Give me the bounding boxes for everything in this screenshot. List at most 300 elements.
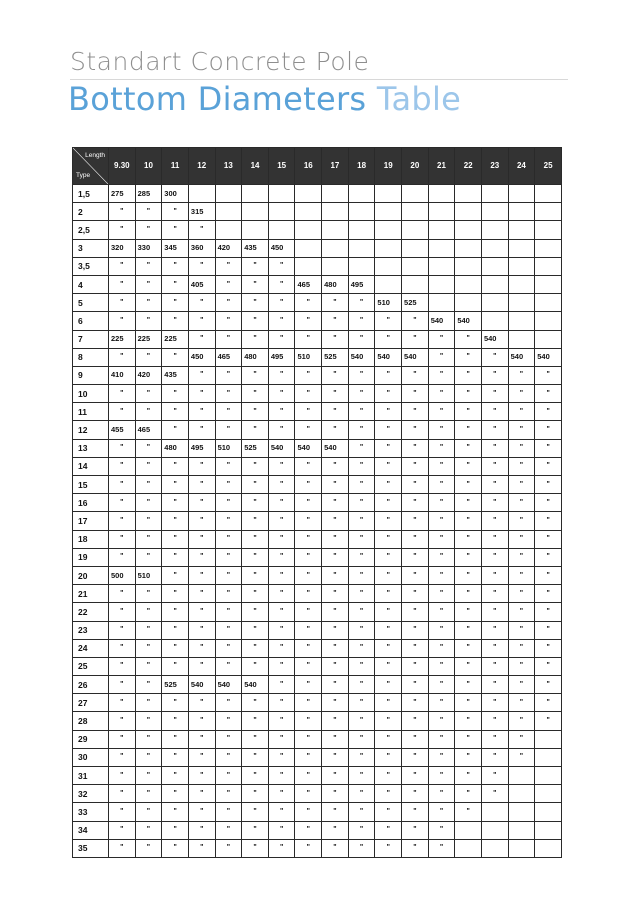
table-cell: " (215, 403, 242, 421)
table-cell: " (455, 530, 482, 548)
table-cell: " (109, 603, 136, 621)
table-cell: " (322, 730, 349, 748)
table-cell: " (215, 821, 242, 839)
table-cell: " (322, 512, 349, 530)
table-cell: " (135, 221, 162, 239)
table-row (73, 221, 562, 239)
table-cell: 465 (135, 421, 162, 439)
table-cell: " (535, 603, 562, 621)
table-cell: " (162, 275, 189, 293)
table-cell: " (109, 639, 136, 657)
table-cell: " (481, 548, 508, 566)
table-cell: " (188, 657, 215, 675)
table-cell: " (322, 803, 349, 821)
table-cell: " (268, 512, 295, 530)
type-label: 17 (73, 512, 109, 530)
table-cell: " (188, 839, 215, 857)
table-cell: " (348, 566, 375, 584)
page-subtitle (68, 80, 461, 118)
length-header: 9.30 (109, 148, 136, 185)
subtitle-main: Bottom Diameters (68, 80, 367, 118)
table-cell: " (402, 730, 429, 748)
table-cell: " (428, 621, 455, 639)
type-label: 31 (73, 767, 109, 785)
table-cell: " (455, 785, 482, 803)
table-cell (455, 294, 482, 312)
table-cell: " (348, 385, 375, 403)
table-cell: " (508, 512, 535, 530)
table-cell: " (348, 548, 375, 566)
type-label: 7 (73, 330, 109, 348)
table-cell: " (348, 767, 375, 785)
table-cell: " (535, 530, 562, 548)
table-cell: " (135, 257, 162, 275)
table-cell: " (402, 821, 429, 839)
table-cell: " (535, 439, 562, 457)
table-cell (455, 275, 482, 293)
table-cell: 480 (162, 439, 189, 457)
table-cell: 435 (242, 239, 269, 257)
table-cell: " (268, 785, 295, 803)
table-cell: " (508, 585, 535, 603)
table-cell: " (455, 748, 482, 766)
table-cell: " (268, 657, 295, 675)
table-cell: " (535, 476, 562, 494)
table-cell: " (455, 403, 482, 421)
table-cell: " (135, 548, 162, 566)
table-cell (455, 221, 482, 239)
table-cell: " (109, 767, 136, 785)
table-cell: 510 (135, 566, 162, 584)
table-cell: " (455, 512, 482, 530)
table-cell: " (215, 312, 242, 330)
table-cell: 540 (428, 312, 455, 330)
table-cell: " (455, 476, 482, 494)
table-cell: " (481, 585, 508, 603)
table-cell: " (402, 403, 429, 421)
type-label: 3,5 (73, 257, 109, 275)
table-cell (508, 294, 535, 312)
table-cell: " (348, 421, 375, 439)
table-cell (508, 312, 535, 330)
table-cell: " (455, 712, 482, 730)
table-cell: " (402, 785, 429, 803)
table-cell: " (295, 712, 322, 730)
table-cell: " (162, 257, 189, 275)
table-cell: " (402, 476, 429, 494)
table-cell: " (375, 694, 402, 712)
table-cell: " (268, 603, 295, 621)
table-cell: " (188, 221, 215, 239)
table-row (73, 457, 562, 475)
table-cell (508, 203, 535, 221)
table-cell: " (295, 785, 322, 803)
table-row (73, 512, 562, 530)
table-cell: " (109, 621, 136, 639)
table-cell: " (402, 566, 429, 584)
table-cell: " (109, 730, 136, 748)
table-cell: 495 (348, 275, 375, 293)
table-cell: " (455, 385, 482, 403)
type-label: 29 (73, 730, 109, 748)
table-cell: " (295, 457, 322, 475)
table-row (73, 312, 562, 330)
table-cell: " (375, 494, 402, 512)
type-label: 8 (73, 348, 109, 366)
table-cell: 225 (162, 330, 189, 348)
table-cell: " (348, 676, 375, 694)
table-cell: " (188, 403, 215, 421)
table-cell: " (348, 439, 375, 457)
table-row (73, 294, 562, 312)
table-cell: " (162, 512, 189, 530)
length-header: 15 (268, 148, 295, 185)
table-cell: " (268, 585, 295, 603)
table-cell: " (188, 512, 215, 530)
table-cell: " (375, 821, 402, 839)
table-cell: " (375, 403, 402, 421)
table-cell: " (162, 421, 189, 439)
table-cell (428, 221, 455, 239)
table-cell: " (295, 330, 322, 348)
table-cell: " (481, 512, 508, 530)
table-row (73, 366, 562, 384)
table-cell (535, 203, 562, 221)
table-cell: " (162, 712, 189, 730)
table-cell: " (109, 385, 136, 403)
table-cell: " (242, 603, 269, 621)
table-cell: " (188, 748, 215, 766)
table-cell: " (162, 530, 189, 548)
table-cell: " (162, 621, 189, 639)
table-cell: " (162, 839, 189, 857)
table-cell: " (322, 603, 349, 621)
table-cell: " (535, 676, 562, 694)
table-cell: 420 (135, 366, 162, 384)
table-cell: " (109, 512, 136, 530)
table-cell: " (535, 585, 562, 603)
table-cell: " (428, 803, 455, 821)
table-cell: 300 (162, 185, 189, 203)
table-cell: 330 (135, 239, 162, 257)
table-cell: " (109, 221, 136, 239)
table-cell: " (242, 476, 269, 494)
table-cell: " (322, 457, 349, 475)
table-cell: " (188, 294, 215, 312)
table-cell: " (135, 785, 162, 803)
table-cell: 405 (188, 275, 215, 293)
table-cell (348, 257, 375, 275)
table-cell: " (295, 748, 322, 766)
table-cell: " (242, 294, 269, 312)
table-cell: " (188, 494, 215, 512)
table-cell: " (109, 803, 136, 821)
table-cell: " (322, 785, 349, 803)
table-cell: " (162, 585, 189, 603)
type-label: 22 (73, 603, 109, 621)
table-cell: " (508, 730, 535, 748)
table-cell: " (535, 421, 562, 439)
table-cell: " (268, 385, 295, 403)
table-cell (535, 294, 562, 312)
table-cell: " (455, 421, 482, 439)
table-cell (348, 239, 375, 257)
table-cell (322, 221, 349, 239)
table-cell: " (188, 767, 215, 785)
table-cell: " (375, 767, 402, 785)
table-cell: " (295, 403, 322, 421)
table-cell: " (402, 585, 429, 603)
table-cell: " (268, 839, 295, 857)
table-cell: " (109, 748, 136, 766)
corner-header (73, 148, 109, 185)
type-label: 32 (73, 785, 109, 803)
table-cell: " (402, 694, 429, 712)
table-cell: " (508, 494, 535, 512)
table-cell: " (215, 457, 242, 475)
table-cell (508, 257, 535, 275)
table-cell (295, 239, 322, 257)
table-row (73, 385, 562, 403)
table-cell: " (268, 767, 295, 785)
table-row (73, 548, 562, 566)
table-cell: " (215, 275, 242, 293)
table-cell: " (135, 512, 162, 530)
table-cell: " (481, 457, 508, 475)
table-cell: " (402, 548, 429, 566)
table-cell: " (268, 457, 295, 475)
table-cell: " (188, 366, 215, 384)
table-cell (481, 294, 508, 312)
table-cell: " (162, 294, 189, 312)
table-cell: " (268, 366, 295, 384)
table-cell (535, 275, 562, 293)
table-cell: " (455, 548, 482, 566)
table-cell: 525 (162, 676, 189, 694)
table-cell: " (242, 585, 269, 603)
table-cell (481, 312, 508, 330)
subtitle-light: Table (376, 80, 462, 118)
table-cell: " (215, 694, 242, 712)
table-cell: 455 (109, 421, 136, 439)
table-cell: 540 (268, 439, 295, 457)
table-cell: " (109, 294, 136, 312)
table-cell: " (508, 566, 535, 584)
table-cell: " (295, 730, 322, 748)
table-cell: " (295, 839, 322, 857)
table-cell: " (481, 385, 508, 403)
table-cell: " (375, 457, 402, 475)
table-cell (508, 785, 535, 803)
table-cell (428, 257, 455, 275)
table-cell: " (242, 548, 269, 566)
table-cell: " (242, 694, 269, 712)
table-cell: " (295, 621, 322, 639)
table-cell: " (215, 712, 242, 730)
table-cell: " (428, 530, 455, 548)
table-cell (508, 803, 535, 821)
table-cell: " (109, 348, 136, 366)
table-cell (375, 257, 402, 275)
table-cell: " (109, 548, 136, 566)
table-cell: " (348, 494, 375, 512)
table-cell: 525 (402, 294, 429, 312)
table-cell: " (455, 439, 482, 457)
table-cell: 435 (162, 366, 189, 384)
type-label: 2 (73, 203, 109, 221)
table-cell: " (481, 403, 508, 421)
table-row (73, 639, 562, 657)
table-row (73, 275, 562, 293)
table-row (73, 676, 562, 694)
table-cell: " (375, 512, 402, 530)
table-cell: " (162, 494, 189, 512)
table-cell: " (348, 748, 375, 766)
table-cell: " (348, 785, 375, 803)
table-cell: " (428, 748, 455, 766)
table-cell: " (162, 694, 189, 712)
table-cell: " (455, 621, 482, 639)
type-label: 19 (73, 548, 109, 566)
table-cell: " (215, 566, 242, 584)
table-cell: " (242, 821, 269, 839)
table-cell: " (135, 639, 162, 657)
table-cell: " (428, 694, 455, 712)
table-cell: " (135, 803, 162, 821)
table-cell: 540 (375, 348, 402, 366)
table-row (73, 748, 562, 766)
table-cell (535, 221, 562, 239)
table-cell: 315 (188, 203, 215, 221)
table-cell (535, 239, 562, 257)
type-label: 23 (73, 621, 109, 639)
table-cell: 320 (109, 239, 136, 257)
table-cell: " (375, 385, 402, 403)
type-label: 21 (73, 585, 109, 603)
length-header: 21 (428, 148, 455, 185)
table-cell (508, 767, 535, 785)
table-cell: " (508, 712, 535, 730)
table-cell (428, 239, 455, 257)
table-cell: " (135, 203, 162, 221)
table-cell: " (242, 785, 269, 803)
table-row (73, 712, 562, 730)
table-cell: " (535, 457, 562, 475)
table-cell (242, 221, 269, 239)
table-cell: " (295, 312, 322, 330)
table-cell: " (135, 694, 162, 712)
table-cell: " (428, 512, 455, 530)
table-cell: " (481, 494, 508, 512)
table-cell: " (135, 294, 162, 312)
table-cell: " (268, 476, 295, 494)
length-header: 11 (162, 148, 189, 185)
table-cell: " (135, 730, 162, 748)
table-cell (375, 221, 402, 239)
table-row (73, 439, 562, 457)
table-cell: " (508, 694, 535, 712)
table-cell (295, 257, 322, 275)
table-cell: " (375, 712, 402, 730)
table-cell: " (135, 839, 162, 857)
table-cell: " (295, 585, 322, 603)
table-row (73, 203, 562, 221)
table-cell: " (135, 603, 162, 621)
table-cell: " (322, 294, 349, 312)
table-cell (322, 203, 349, 221)
type-label: 18 (73, 530, 109, 548)
table-cell: " (375, 748, 402, 766)
table-cell: " (295, 512, 322, 530)
table-cell: " (215, 476, 242, 494)
table-cell: " (162, 348, 189, 366)
table-row (73, 239, 562, 257)
table-cell: " (375, 476, 402, 494)
table-cell: " (481, 748, 508, 766)
table-cell: " (242, 767, 269, 785)
table-cell: " (455, 348, 482, 366)
table-cell: " (109, 494, 136, 512)
table-cell: " (481, 639, 508, 657)
table-cell: " (428, 421, 455, 439)
table-cell: " (135, 530, 162, 548)
table-cell: " (322, 748, 349, 766)
table-cell: " (322, 385, 349, 403)
table-cell: " (508, 676, 535, 694)
table-cell: " (162, 457, 189, 475)
table-cell: 285 (135, 185, 162, 203)
table-cell: " (215, 621, 242, 639)
table-cell: " (215, 294, 242, 312)
table-cell: " (162, 657, 189, 675)
table-cell: " (348, 457, 375, 475)
table-cell: " (402, 512, 429, 530)
table-cell (215, 203, 242, 221)
table-cell: " (268, 421, 295, 439)
table-cell: " (109, 821, 136, 839)
table-cell: " (535, 494, 562, 512)
table-cell: " (322, 421, 349, 439)
table-cell: 500 (109, 566, 136, 584)
table-cell (268, 221, 295, 239)
table-cell: " (295, 566, 322, 584)
table-row (73, 785, 562, 803)
table-cell: " (375, 730, 402, 748)
table-cell: " (455, 330, 482, 348)
table-cell: " (428, 712, 455, 730)
table-cell (535, 767, 562, 785)
table-cell: " (322, 494, 349, 512)
table-cell: " (428, 821, 455, 839)
table-cell (348, 185, 375, 203)
table-cell: " (481, 439, 508, 457)
table-cell: " (188, 821, 215, 839)
table-cell: " (188, 639, 215, 657)
table-cell (242, 185, 269, 203)
type-label: 5 (73, 294, 109, 312)
table-cell: 525 (242, 439, 269, 457)
table-cell: " (348, 657, 375, 675)
table-cell (535, 785, 562, 803)
table-cell: " (268, 676, 295, 694)
table-cell (481, 275, 508, 293)
table-cell: " (348, 403, 375, 421)
table-cell: " (428, 603, 455, 621)
table-cell: " (188, 730, 215, 748)
table-cell: " (322, 657, 349, 675)
table-cell: " (109, 694, 136, 712)
table-cell: " (535, 566, 562, 584)
